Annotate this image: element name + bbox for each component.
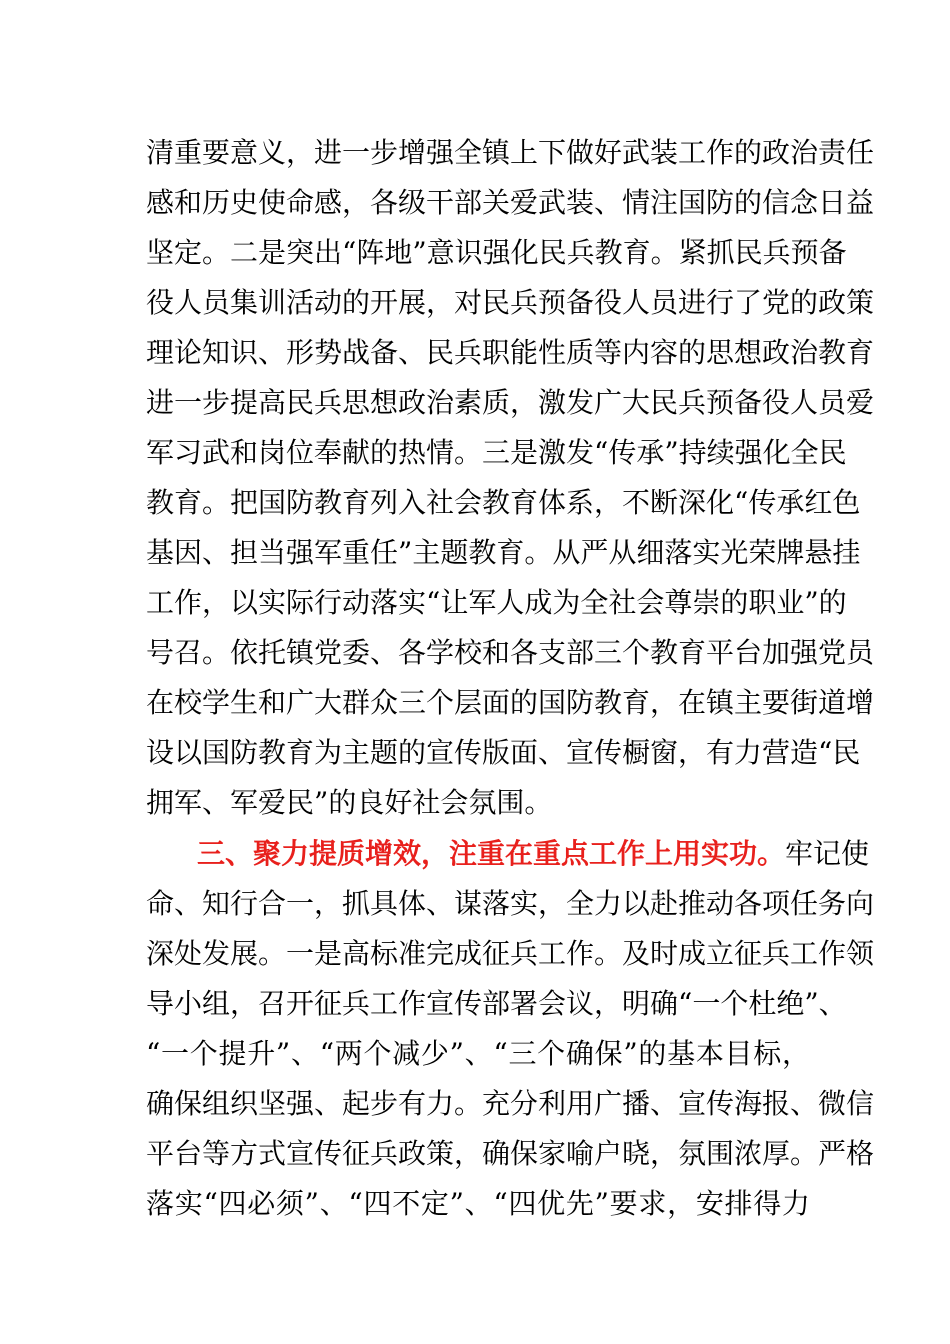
- paragraph-line: 设以国防教育为主题的宣传版面、宣传橱窗，有力营造“民: [146, 736, 861, 769]
- paragraph-line: 教育。把国防教育列入社会教育体系，不断深化“传承红色: [146, 486, 861, 519]
- paragraph-line: 清重要意义，进一步增强全镇上下做好武装工作的政治责任: [146, 136, 875, 169]
- section-heading-continuation: 牢记使: [785, 837, 870, 870]
- paragraph-line: 落实“四必须”、“四不定”、“四优先”要求，安排得力: [146, 1187, 810, 1220]
- paragraph-line: 拥军、军爱民”的良好社会氛围。: [146, 786, 553, 819]
- paragraph-line: 理论知识、形势战备、民兵职能性质等内容的思想政治教育: [146, 336, 875, 369]
- paragraph-line: 感和历史使命感，各级干部关爱武装、情注国防的信念日益: [146, 186, 875, 219]
- section-heading: 三、聚力提质增效，注重在重点工作上用实功。: [197, 837, 786, 870]
- paragraph-line: “一个提升”、“两个减少”、“三个确保”的基本目标，: [146, 1037, 810, 1070]
- paragraph-line: 平台等方式宣传征兵政策，确保家喻户晓，氛围浓厚。严格: [146, 1137, 875, 1170]
- paragraph-line: 命、知行合一，抓具体、谋落实，全力以赴推动各项任务向: [146, 887, 875, 920]
- paragraph-line: 号召。依托镇党委、各学校和各支部三个教育平台加强党员: [146, 636, 875, 669]
- paragraph-line: 在校学生和广大群众三个层面的国防教育，在镇主要街道增: [146, 686, 875, 719]
- section-heading-line: [197, 834, 870, 874]
- paragraph-line: 坚定。二是突出“阵地”意识强化民兵教育。紧抓民兵预备: [146, 236, 847, 269]
- paragraph-line: 军习武和岗位奉献的热情。三是激发“传承”持续强化全民: [146, 436, 847, 469]
- paragraph-line: 基因、担当强军重任”主题教育。从严从细落实光荣牌悬挂: [146, 536, 861, 569]
- paragraph-line: 工作，以实际行动落实“让军人成为全社会尊崇的职业”的: [146, 586, 847, 619]
- paragraph-line: 确保组织坚强、起步有力。充分利用广播、宣传海报、微信: [146, 1087, 875, 1120]
- paragraph-line: 役人员集训活动的开展，对民兵预备役人员进行了党的政策: [146, 286, 875, 319]
- paragraph-line: 深处发展。一是高标准完成征兵工作。及时成立征兵工作领: [146, 937, 875, 970]
- paragraph-line: 进一步提高民兵思想政治素质，激发广大民兵预备役人员爱: [146, 386, 875, 419]
- paragraph-line: 导小组，召开征兵工作宣传部署会议，明确“一个杜绝”、: [146, 987, 847, 1020]
